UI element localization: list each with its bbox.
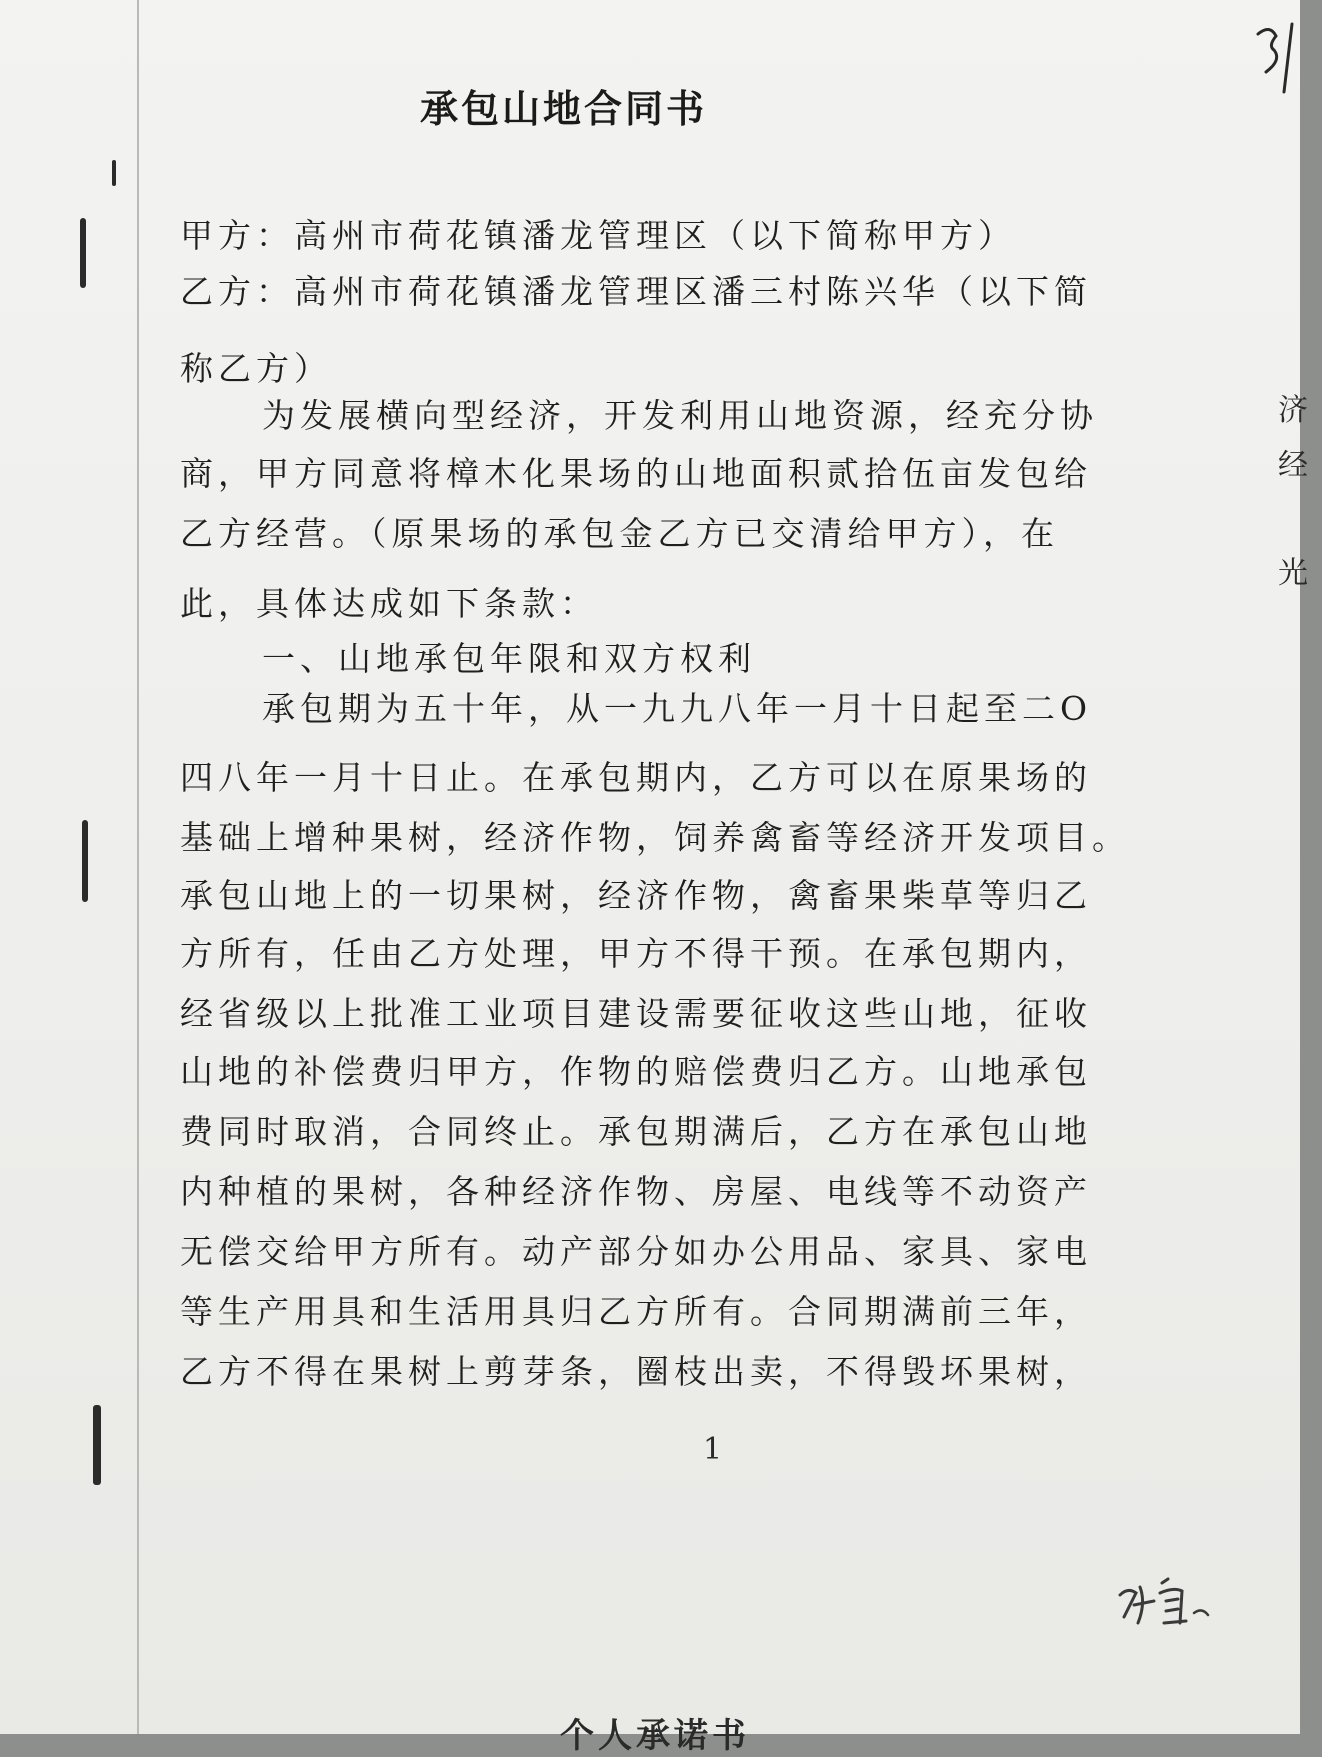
body-line: 商，甲方同意将樟木化果场的山地面积贰拾伍亩发包给 (180, 454, 1092, 493)
body-line: 四八年一月十日止。在承包期内，乙方可以在原果场的 (180, 758, 1092, 797)
body-line: 承包山地上的一切果树，经济作物，禽畜果柴草等归乙 (180, 876, 1092, 915)
right-margin-fragment: 光 (1278, 556, 1308, 591)
party-b-line: 乙方：高州市荷花镇潘龙管理区潘三村陈兴华（以下简 (180, 272, 1092, 311)
margin-fold-line (137, 0, 139, 1734)
handwritten-signature (1110, 1565, 1220, 1635)
handwritten-corner-note (1252, 20, 1300, 100)
body-line: 无偿交给甲方所有。动产部分如办公用品、家具、家电 (180, 1232, 1092, 1271)
body-line: 基础上增种果树，经济作物，饲养禽畜等经济开发项目。 (180, 818, 1130, 857)
body-line: 内种植的果树，各种经济作物、房屋、电线等不动资产 (180, 1172, 1092, 1211)
body-line: 为发展横向型经济，开发利用山地资源，经充分协 (262, 396, 1098, 435)
body-line: 承包期为五十年，从一九九八年一月十日起至二O (262, 689, 1093, 728)
body-line: 乙方不得在果树上剪芽条，圈枝出卖，不得毁坏果树， (180, 1352, 1092, 1391)
binding-mark (93, 1405, 101, 1485)
body-line: 经省级以上批准工业项目建设需要征收这些山地，征收 (180, 994, 1092, 1033)
body-line: 等生产用具和生活用具归乙方所有。合同期满前三年， (180, 1292, 1092, 1331)
section-heading: 一、山地承包年限和双方权利 (262, 639, 756, 678)
right-margin-fragment: 济 (1278, 393, 1308, 428)
body-line: 方所有，任由乙方处理，甲方不得干预。在承包期内， (180, 934, 1092, 973)
party-b-line-cont: 称乙方） (180, 349, 332, 388)
binding-mark (82, 820, 88, 902)
body-line: 此，具体达成如下条款： (180, 584, 598, 623)
body-line: 乙方经营。（原果场的承包金乙方已交清给甲方），在 (180, 514, 1059, 553)
party-a-line: 甲方：高州市荷花镇潘龙管理区（以下简称甲方） (180, 216, 1016, 255)
next-page-cutoff-text: 个人承诺书 (560, 1716, 750, 1756)
document-title: 承包山地合同书 (420, 86, 708, 131)
body-line: 费同时取消，合同终止。承包期满后，乙方在承包山地 (180, 1112, 1092, 1151)
body-line: 山地的补偿费归甲方，作物的赔偿费归乙方。山地承包 (180, 1052, 1092, 1091)
page-number: 1 (703, 1432, 723, 1467)
binding-mark (80, 218, 86, 288)
binding-mark (112, 160, 116, 186)
right-margin-fragment: 经 (1278, 448, 1308, 483)
